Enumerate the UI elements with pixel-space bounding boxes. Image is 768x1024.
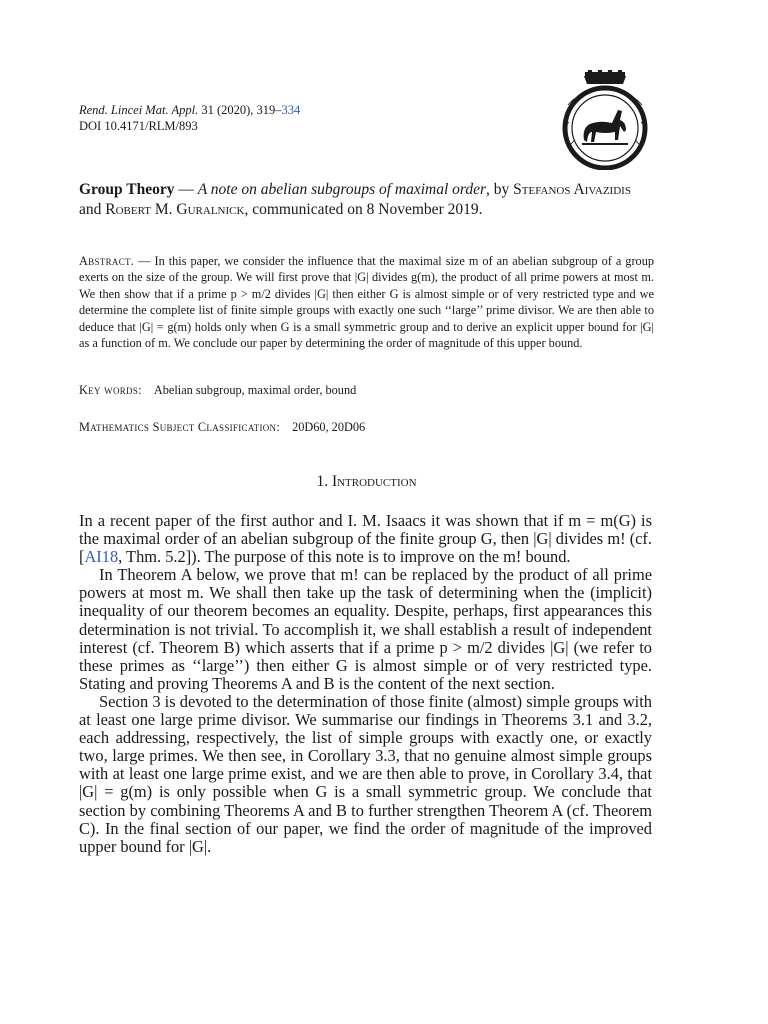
last-page-link[interactable]: 334 — [281, 103, 301, 117]
keywords-label: Key words: — [79, 383, 142, 397]
author-1: Stefanos Aivazidis — [513, 181, 631, 198]
citation-line — [79, 102, 300, 118]
paragraph-3: Section 3 is devoted to the determination of those finite (almost) simple groups with at least one large prime divisor. We summarise our findings in Theorems 3.1 and 3.2, each addressing, respectively, the list of simple groups with exactly one, or exactly two, large primes. We then see, in Corollary 3.3, that no genuine almost simple groups with at least one large prime exist, and we are then able to prove, in Corollary 3.4, that |G| = g(m) is only possible when G is a small symmetric group. We conclude that section by combining Theorems A and B to further strengthen Theorem A (cf. Theorem C). In the final section of our paper, we find the order of magnitude of the improved upper bound for |G|. — [79, 691, 652, 856]
journal-name: Rend. Lincei Mat. Appl. — [79, 103, 199, 117]
msc-codes: 20D60, 20D06 — [292, 420, 366, 434]
journal-header — [79, 102, 300, 134]
keywords — [79, 383, 356, 398]
title-dash: — — [174, 181, 198, 198]
academy-seal-emblem — [560, 70, 650, 170]
abstract-text: — In this paper, we consider the influence that the maximal size m of an abelian subgroup of a group exerts on the size of the group. We will first prove that |G| divides g(m), the product of all prime powers at most m. We then show that if a prime p > m/2 divides |G| then either G is almost simple or of very restricted type and we determine the complete list of finite simple groups with exactly one such ‘‘large’’ prime divisor. We are then able to deduce that |G| = g(m) holds only when G is a small symmetric group and to derive an explicit upper bound for |G| as a function of m. We conclude our paper by determining the order of magnitude of this upper bound. — [79, 254, 654, 351]
abstract — [79, 253, 654, 351]
volume-pages: 31 (2020), 319– — [201, 103, 282, 117]
paragraph-1-text-a: In a recent paper of the first author and I. M. Isaacs it was shown that if m = m(G) is the maximal order of an abelian subgroup of the finite group G, then |G| divides m! (cf. [ — [79, 511, 652, 567]
communicated-date: , communicated on 8 November 2019. — [244, 201, 483, 218]
and-text: and — [79, 201, 106, 218]
section-heading — [0, 473, 733, 491]
paragraph-1 — [79, 512, 652, 566]
paragraph-2: In Theorem A below, we prove that m! can be replaced by the product of all prime powers at most m. We shall then take up the task of determining when the (implicit) inequality of our theorem becomes an equality. Despite, perhaps, first appearances this determination is not trivial. To accomplish it, we shall establish a result of independent interest (cf. Theorem B) which asserts that if a prime p > m/2 divides |G| (we refer to these primes as ‘‘large’’) then either G is almost simple or of very restricted type. Stating and proving Theorems A and B is the content of the next section. — [79, 565, 652, 693]
by-text: , by — [486, 181, 514, 198]
doi: DOI 10.4171/RLM/893 — [79, 119, 198, 133]
paragraph-1-text-b: , Thm. 5.2]). The purpose of this note is to improve on the m! bound. — [118, 547, 571, 567]
keywords-text: Abelian subgroup, maximal order, bound — [153, 383, 357, 397]
subject-field: Group Theory — [79, 181, 175, 198]
body-text — [79, 512, 652, 856]
author-2: Robert M. Guralnick — [105, 201, 245, 218]
abstract-label: Abstract. — [79, 254, 135, 268]
citation-link[interactable]: AI18 — [84, 547, 119, 567]
title-block — [79, 180, 654, 220]
msc-classification — [79, 420, 365, 435]
section-title: Introduction — [331, 473, 417, 490]
section-number: 1. — [316, 473, 332, 490]
paper-title: A note on abelian subgroups of maximal order — [197, 181, 487, 198]
msc-label: Mathematics Subject Classification: — [79, 420, 281, 434]
